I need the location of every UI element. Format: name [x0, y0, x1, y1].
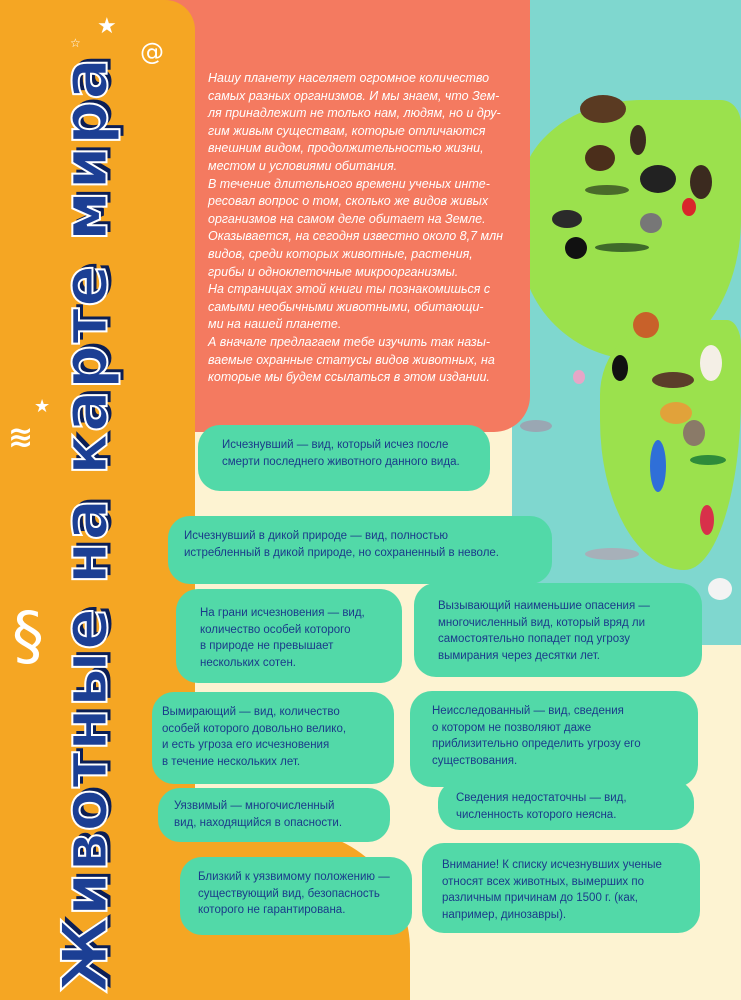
cardinal-illustration [682, 198, 696, 216]
status-card-not-evaluated: Неисследованный — вид, сведения о котором не позволяют даже приблизительно определить угрозу его существования. [410, 691, 698, 787]
intro-text: Нашу планету населяет огромное количество самых разных организмов. И мы знаем, что Зем- ля принадлежит не только нам, людям, но и дру- гим живым существам, которые отличаются внешним видом, продолжительностью жизни, местом и условиями обитания. В течение длительного времени ученых инте- ресовал вопрос о том, сколько же видов живых организмов на самом деле обитает на Земле. Оказывается, на сегодня известно около 8,7 млн видов, среди которых животные, растения, грибы и одноклеточные микроорганизмы. На страницах этой книги ты познакомишься с самыми необычными животными, обитающи- ми на нашей планете. А вначале предлагаем тебе изучить так назы- ваемые охранные статусы видов животных, на которые мы будем ссылаться в этом издании. [208, 71, 504, 385]
zigzag-icon: ≋ [8, 420, 34, 455]
iguana-illustration [690, 455, 726, 465]
llama-illustration [700, 345, 722, 381]
swirl-icon: @ [140, 38, 164, 66]
anteater-illustration [652, 372, 694, 388]
status-card-extinct-in-wild: Исчезнувший в дикой природе — вид, полностью истребленный в дикой природе, но сохраненный в неволе. [168, 516, 552, 584]
skunk-illustration [565, 237, 587, 259]
dolphin-illustration [520, 420, 552, 432]
status-note-card: Внимание! К списку исчезнувших ученые относят всех животных, вымерших по различным причинам до 1500 г. (как, например, динозавры). [422, 843, 700, 933]
raccoon-illustration [640, 213, 662, 233]
toucan-illustration [612, 355, 628, 381]
status-card-vulnerable: Уязвимый — многочисленный вид, находящийся в опасности. [158, 788, 390, 842]
albatross-illustration [708, 578, 732, 600]
shark-illustration [585, 548, 639, 560]
status-card-endangered: Вымирающий — вид, количество особей которого довольно велико, и есть угроза его исчезновения в течение нескольких лет. [152, 692, 394, 784]
status-card-extinct: Исчезнувший — вид, который исчез после смерти последнего животного данного вида. [198, 425, 490, 491]
tapir-illustration [552, 210, 582, 228]
eagle-illustration [630, 125, 646, 155]
page-title: Животные на карте мира [48, 56, 122, 994]
crocodile-illustration [585, 185, 629, 195]
title-area [30, 56, 140, 994]
jaguar-illustration [660, 402, 692, 424]
status-card-data-deficient: Сведения недостаточны — вид, численность которого неясна. [438, 780, 694, 830]
star-icon: ★ [97, 14, 117, 39]
star-icon: ★ [34, 396, 51, 417]
monkey-illustration [633, 312, 659, 338]
star-icon: ☆ [70, 36, 81, 50]
rhea-illustration [683, 420, 705, 446]
bald-eagle-illustration [690, 165, 712, 199]
ibis-illustration [700, 505, 714, 535]
bear-illustration [640, 165, 676, 193]
moose-illustration [585, 145, 615, 171]
jellyfish-illustration [573, 370, 585, 384]
status-card-critically-endangered: На грани исчезновения — вид, количество особей которого в природе не превышает нескольких сотен. [176, 589, 402, 683]
parrot-illustration [650, 440, 666, 492]
status-card-near-threatened: Близкий к уязвимому положению — существующий вид, безопасность которого не гарантирована. [180, 857, 412, 935]
alligator-illustration [595, 243, 649, 252]
swirl-icon: § [12, 600, 44, 674]
bison-illustration [580, 95, 626, 123]
status-card-least-concern: Вызывающий наименьшие опасения — многочисленный вид, который вряд ли самостоятельно попадет под угрозу вымирания через десятки лет. [414, 583, 702, 677]
